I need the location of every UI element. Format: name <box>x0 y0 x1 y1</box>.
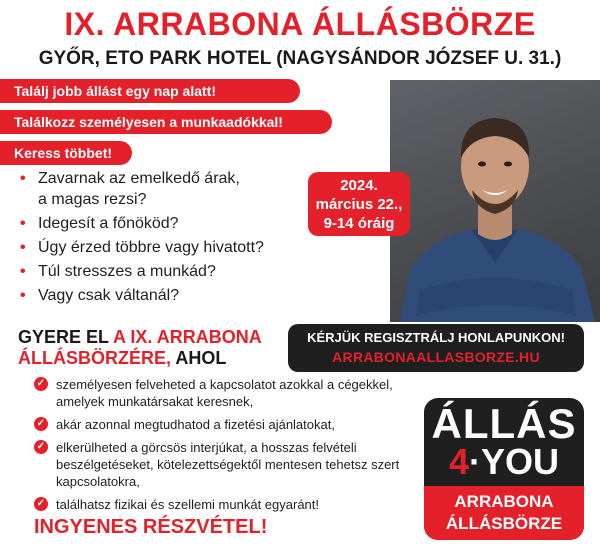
check-circle-icon: ✓ <box>34 377 48 391</box>
tagline-3: Keress többet! <box>0 141 132 165</box>
free-entry-text: INGYENES RÉSZVÉTEL! <box>34 516 268 538</box>
check-circle-icon: ✓ <box>34 497 48 511</box>
tagline-1: Találj jobb állást egy nap alatt! <box>0 79 300 103</box>
registration-text: KÉRJÜK REGISZTRÁLJ HONLAPUNKON! <box>307 330 565 345</box>
man-photo <box>390 80 600 322</box>
allas4you-logo <box>424 398 584 540</box>
check-circle-icon: ✓ <box>34 417 48 431</box>
website-link[interactable]: ARRABONAALLASBORZE.HU <box>332 349 540 365</box>
benefit-item: ✓ akár azonnal megtudhatod a fizetési ajánlatokat, <box>34 416 404 433</box>
registration-box <box>288 324 584 372</box>
check-circle-icon: ✓ <box>34 440 48 454</box>
question-item: • Úgy érzed többre vagy hivatott? <box>20 237 320 258</box>
date-day: március 22., <box>315 196 403 213</box>
question-item: • Idegesít a főnököd? <box>20 213 320 234</box>
question-item: • Zavarnak az emelkedő árak, a magas rezsi? <box>20 168 320 210</box>
date-badge <box>308 172 410 236</box>
man-illustration <box>390 80 600 322</box>
logo-arrabona-band: ARRABONA ÁLLÁSBÖRZE <box>424 486 584 540</box>
venue-subtitle: GYŐR, ETO PARK HOTEL (NAGYSÁNDOR JÓZSEF U. 31.) <box>38 48 562 69</box>
tagline-2: Találkozz személyesen a munkaadókkal! <box>0 110 332 134</box>
date-year: 2024. <box>340 177 378 194</box>
invite-heading: GYERE EL A IX. ARRABONA ÁLLÁSBÖRZÉRE, AHOL <box>18 327 262 368</box>
question-list <box>20 168 320 309</box>
logo-4you-text: 4·YOU <box>448 441 560 482</box>
benefit-list <box>34 376 404 519</box>
benefit-item: ✓ személyesen felveheted a kapcsolatot azokkal a cégekkel, amelyek munkatársakat keresnek, <box>34 376 404 410</box>
benefit-item: ✓ találhatsz fizikai és szellemi munkát egyaránt! <box>34 496 404 513</box>
question-item: • Vagy csak váltanál? <box>20 285 320 306</box>
date-hours: 9-14 óráig <box>323 215 395 232</box>
event-title: IX. ARRABONA ÁLLÁSBÖRZE <box>64 6 536 42</box>
question-item: • Túl stresszes a munkád? <box>20 261 320 282</box>
logo-allas-text: ÁLLÁS <box>431 400 577 447</box>
benefit-item: ✓ elkerülheted a görcsös interjúkat, a hosszas felvételi beszélgetéseket, kötelezettségektől mentesen tehetsz szert kapcsolatokra, <box>34 439 404 490</box>
